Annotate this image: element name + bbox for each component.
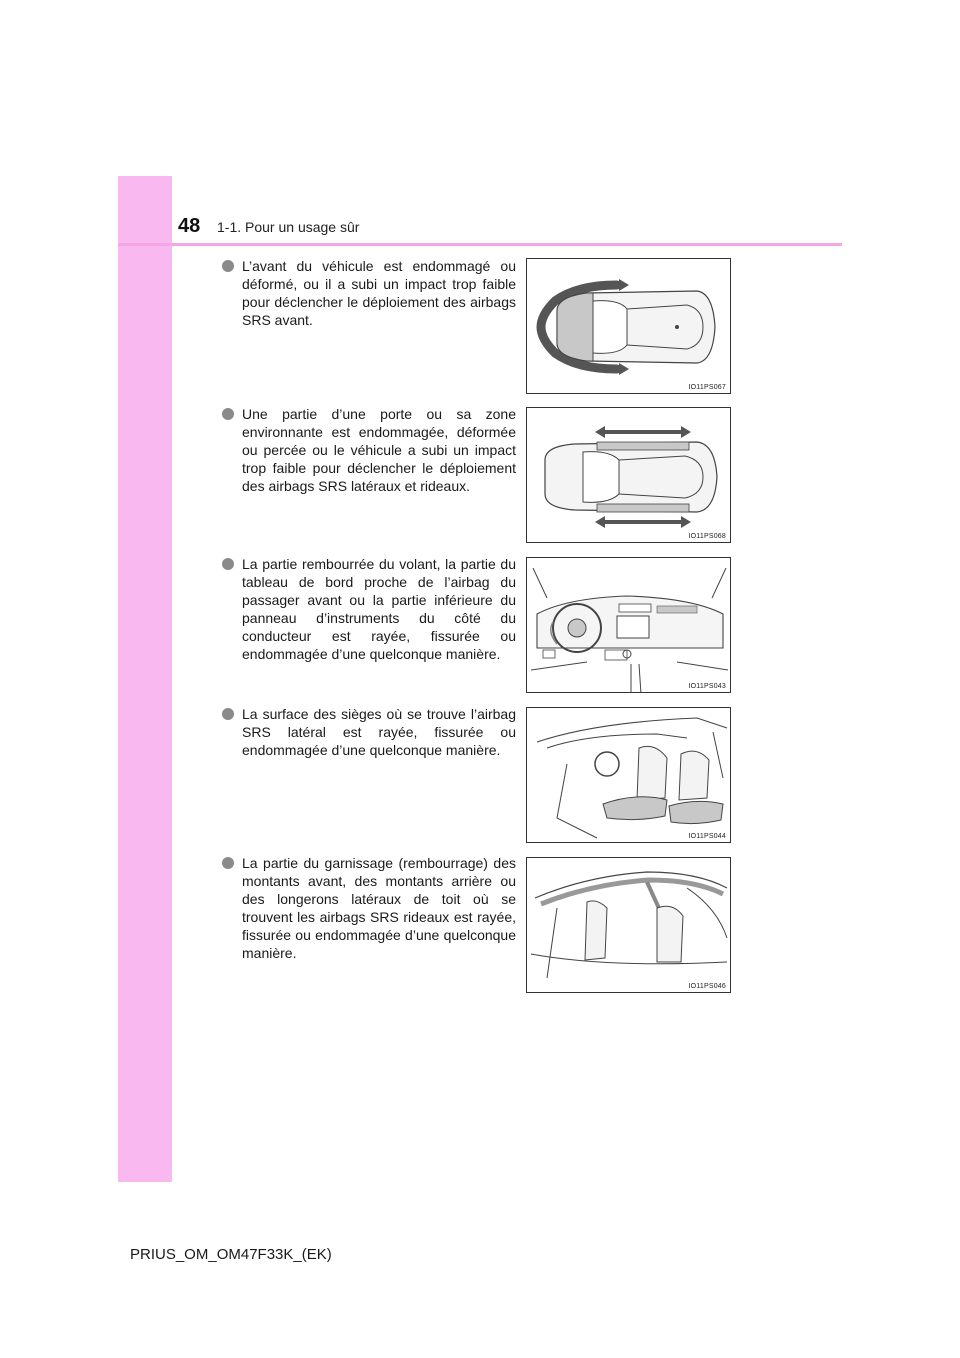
dashboard-view-icon [527,558,731,693]
car-top-view-front-arrow-icon [527,259,731,394]
document-code: PRIUS_OM_OM47F33K_(EK) [130,1246,332,1263]
bullet-icon [222,857,234,869]
figure-code: IO11PS067 [688,384,726,391]
page-number: 48 [178,215,201,237]
bullet-icon [222,260,234,272]
figure-code: IO11PS068 [688,533,726,540]
car-top-view-side-arrows-icon [527,408,731,543]
figure-dashboard [526,557,731,693]
header-divider [118,243,842,246]
list-item [222,405,516,495]
seat-interior-view-icon [527,708,731,843]
list-item-text: La partie rembourrée du volant, la partie du tableau de bord proche de l’airbag du passager avant ou la partie inférieure du panneau d’instruments du côté du conducteur est rayée, fissurée ou endommagée d’une quelconque manière. [222,555,516,663]
list-item-text: Une partie d’une porte ou sa zone environnante est endommagée, déformée ou percée ou le véhicule a subi un impact trop faible pour déclencher le déploiement des airbags SRS latéraux et rideaux. [222,405,516,495]
cabin-roof-rails-icon [527,858,731,993]
page-sidebar-tab [118,176,172,1182]
list-item-text: L’avant du véhicule est endommagé ou déformé, ou il a subi un impact trop faible pour déclencher le déploiement des airbags SRS avant. [222,257,516,329]
list-item [222,555,516,663]
bullet-icon [222,708,234,720]
figure-code: IO11PS046 [688,983,726,990]
figure-code: IO11PS043 [688,683,726,690]
figure-code: IO11PS044 [688,833,726,840]
figure-roof-rails [526,857,731,993]
bullet-icon [222,408,234,420]
list-item-text: La surface des sièges où se trouve l’airbag SRS latéral est rayée, fissurée ou endommagée d’une quelconque manière. [222,705,516,759]
list-item [222,854,516,962]
list-item [222,257,516,329]
list-item-text: La partie du garnissage (rembourrage) des montants avant, des montants arrière ou des longerons latéraux de toit où se trouvent les airbags SRS rideaux est rayée, fissurée ou endommagée d’une quelconque manière. [222,854,516,962]
list-item [222,705,516,759]
figure-seats [526,707,731,843]
figure-side-damage [526,407,731,543]
bullet-icon [222,558,234,570]
figure-front-damage [526,258,731,394]
section-title: 1-1. Pour un usage sûr [217,219,360,235]
